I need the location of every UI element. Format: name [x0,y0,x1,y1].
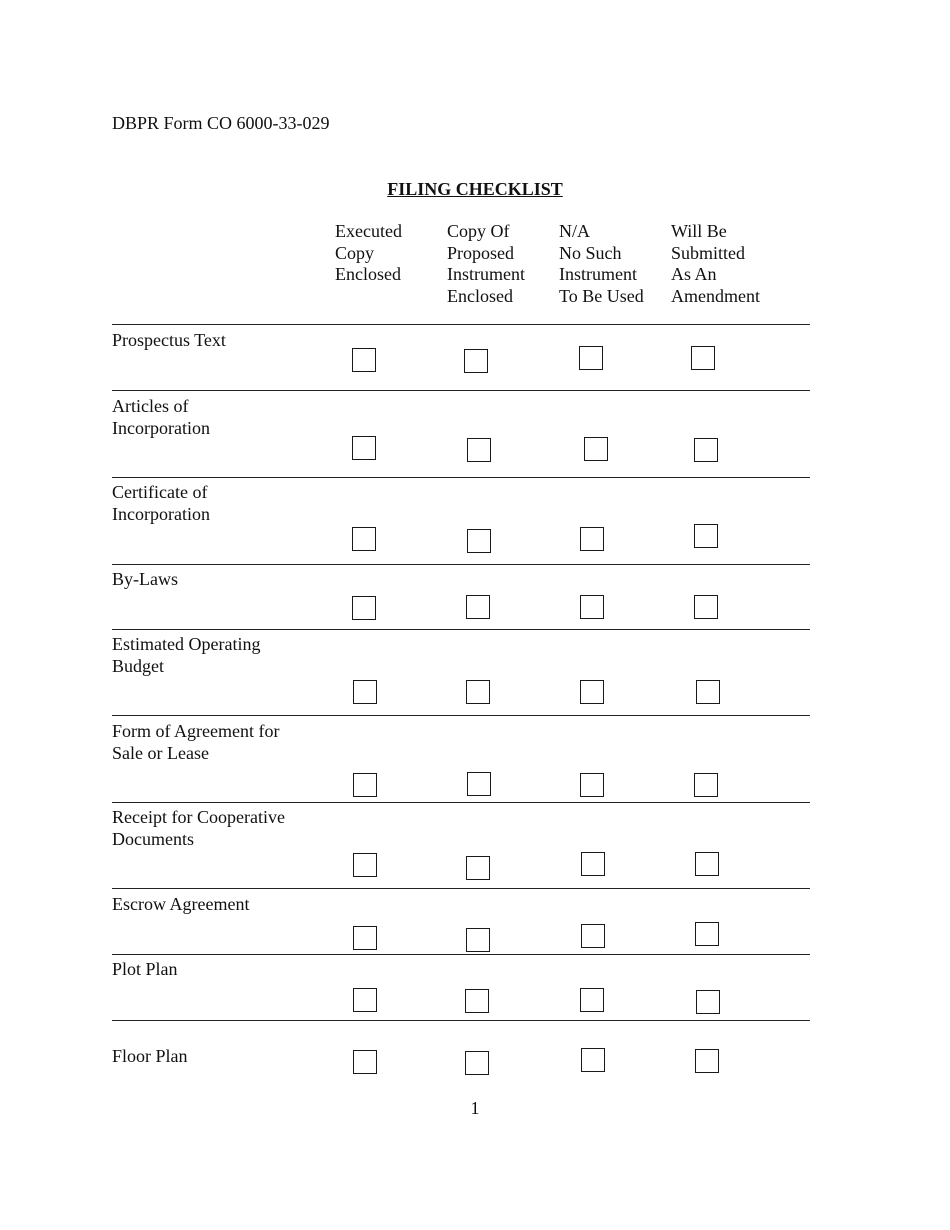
checkbox[interactable] [696,990,720,1014]
checkbox[interactable] [694,524,718,548]
column-header-line: Will Be [671,221,727,241]
row-label-line: Incorporation [112,417,210,438]
row-label-line: Documents [112,828,194,849]
checkbox[interactable] [352,596,376,620]
row-divider [112,1020,810,1021]
checkbox[interactable] [466,928,490,952]
row-label [112,482,210,525]
row-label-line: Receipt for Cooperative [112,807,285,827]
row-label [112,396,210,439]
checkbox[interactable] [465,1051,489,1075]
checkbox[interactable] [580,773,604,797]
row-label-line: Floor Plan [112,1046,188,1066]
checkbox[interactable] [353,853,377,877]
column-header-line: N/A [559,221,590,241]
row-label-line: Escrow Agreement [112,894,250,914]
checkbox[interactable] [353,773,377,797]
checkbox[interactable] [581,924,605,948]
column-header [671,221,760,308]
row-label [112,807,285,850]
checkbox[interactable] [581,852,605,876]
checkbox[interactable] [353,1050,377,1074]
checkbox[interactable] [352,348,376,372]
row-label-line: Budget [112,655,164,676]
checkbox[interactable] [352,436,376,460]
checkbox[interactable] [581,1048,605,1072]
row-divider [112,477,810,478]
row-label-line: Articles of [112,396,189,416]
row-label [112,569,178,591]
checkbox[interactable] [352,527,376,551]
row-divider [112,715,810,716]
column-header-line: Copy [335,242,375,263]
checkbox[interactable] [465,989,489,1013]
column-header-line: Instrument [559,264,637,285]
row-label-line: Prospectus Text [112,330,226,350]
row-label [112,959,178,981]
checkbox[interactable] [353,680,377,704]
checkbox[interactable] [580,680,604,704]
row-divider [112,564,810,565]
column-header-line: Executed [335,221,402,241]
column-header-line: Instrument [447,264,525,285]
row-divider [112,629,810,630]
row-label [112,634,260,677]
checkbox[interactable] [695,1049,719,1073]
row-divider [112,324,810,325]
row-label-line: By-Laws [112,569,178,589]
checkbox[interactable] [467,772,491,796]
checkbox[interactable] [580,527,604,551]
page-number: 1 [470,1098,480,1118]
column-header-line: To Be Used [559,286,644,307]
row-label-line: Certificate of [112,482,208,502]
column-header-line: As An [671,264,717,285]
column-header [559,221,644,308]
checkbox[interactable] [584,437,608,461]
row-label [112,330,226,352]
checkbox[interactable] [467,529,491,553]
column-header [447,221,525,308]
row-divider [112,390,810,391]
checkbox[interactable] [580,988,604,1012]
row-label-line: Incorporation [112,503,210,524]
row-divider [112,954,810,955]
column-header-line: No Such [559,242,622,263]
row-label [112,1046,188,1068]
checkbox[interactable] [580,595,604,619]
column-header-line: Amendment [671,286,760,307]
row-label [112,894,249,916]
column-header-line: Copy Of [447,221,510,241]
page-title: FILING CHECKLIST [387,179,563,199]
checkbox[interactable] [353,926,377,950]
checkbox[interactable] [353,988,377,1012]
row-label [112,721,279,764]
row-divider [112,802,810,803]
checkbox[interactable] [579,346,603,370]
row-label-line: Sale or Lease [112,742,209,763]
checkbox[interactable] [696,680,720,704]
checkbox[interactable] [695,852,719,876]
column-header-line: Enclosed [447,286,513,307]
checkbox[interactable] [694,438,718,462]
checkbox[interactable] [694,773,718,797]
column-header [335,221,402,286]
form-id: DBPR Form CO 6000-33-029 [112,113,330,133]
checkbox[interactable] [466,595,490,619]
checkbox[interactable] [467,438,491,462]
row-divider [112,888,810,889]
checkbox[interactable] [691,346,715,370]
checkbox[interactable] [694,595,718,619]
column-header-line: Enclosed [335,264,401,285]
checkbox[interactable] [466,856,490,880]
column-header-line: Submitted [671,242,746,263]
checkbox[interactable] [695,922,719,946]
column-header-line: Proposed [447,242,514,263]
row-label-line: Form of Agreement for [112,721,280,741]
row-label-line: Plot Plan [112,959,178,979]
checkbox[interactable] [464,349,488,373]
row-label-line: Estimated Operating [112,634,261,654]
checkbox[interactable] [466,680,490,704]
